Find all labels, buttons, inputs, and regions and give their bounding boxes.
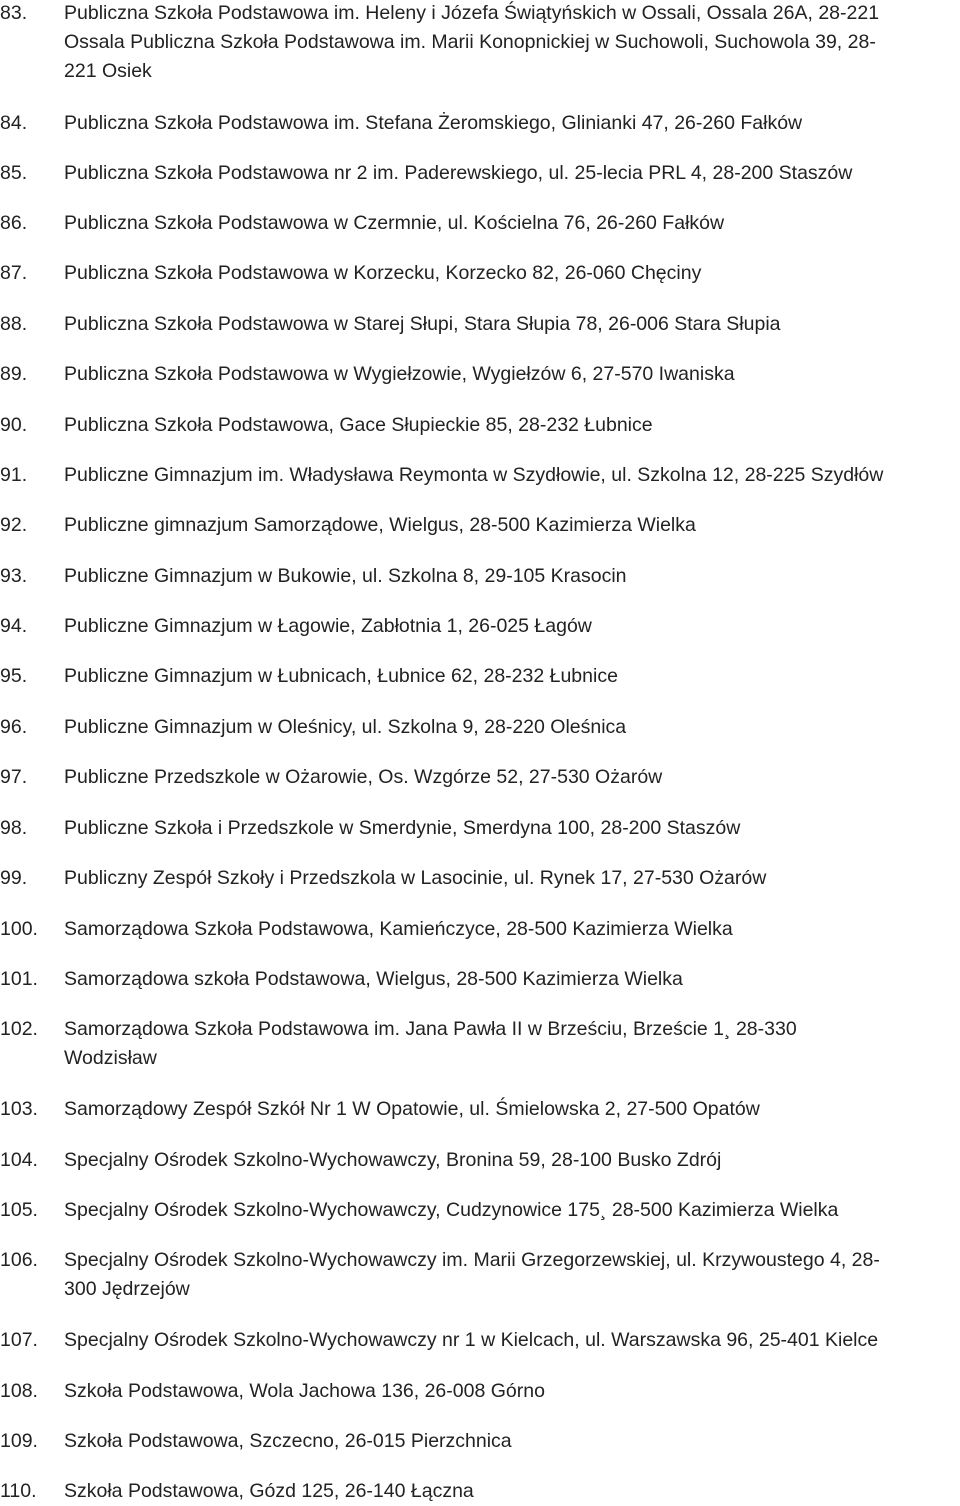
item-text [64, 1196, 959, 1225]
item-text [64, 763, 959, 792]
item-text-line: Samorządowa Szkoła Podstawowa, Kamieńczyce, 28-500 Kazimierza Wielka [64, 918, 733, 940]
item-text [64, 915, 959, 944]
item-text [64, 1427, 959, 1456]
item-text [64, 511, 959, 540]
item-number: 100. [0, 918, 38, 940]
item-text [64, 562, 959, 591]
item-number: 104. [0, 1149, 38, 1171]
item-text-line: Publiczna Szkoła Podstawowa, Gace Słupieckie 85, 28-232 Łubnice [64, 414, 653, 436]
item-text-line: Publiczne Gimnazjum w Łubnicach, Łubnice 62, 28-232 Łubnice [64, 665, 618, 687]
item-number: 97. [0, 766, 28, 788]
item-text-line: Publiczna Szkoła Podstawowa im. Stefana Żeromskiego, Glinianki 47, 26-260 Fałków [64, 112, 803, 134]
item-text-line: Publiczna Szkoła Podstawowa w Czermnie, ul. Kościelna 76, 26-260 Fałków [64, 212, 725, 234]
item-text [64, 1477, 959, 1506]
item-text-line: Publiczne gimnazjum Samorządowe, Wielgus, 28-500 Kazimierza Wielka [64, 514, 696, 536]
item-text-line: 300 Jędrzejów [64, 1278, 190, 1300]
item-number: 107. [0, 1329, 38, 1351]
item-number: 102. [0, 1018, 38, 1040]
item-text-line: Publiczne Przedszkole w Ożarowie, Os. Wzgórze 52, 27-530 Ożarów [64, 766, 663, 788]
item-text-line: Samorządowa szkoła Podstawowa, Wielgus, 28-500 Kazimierza Wielka [64, 968, 683, 990]
item-text-line: Wodzisław [64, 1047, 157, 1069]
item-text-line: Specjalny Ośrodek Szkolno-Wychowawczy im. Marii Grzegorzewskiej, ul. Krzywoustego 4, 28- [64, 1249, 880, 1271]
item-text-line: Specjalny Ośrodek Szkolno-Wychowawczy, Bronina 59, 28-100 Busko Zdrój [64, 1149, 722, 1171]
item-number: 85. [0, 162, 28, 184]
item-text-line: Publiczna Szkoła Podstawowa w Wygiełzowie, Wygiełzów 6, 27-570 Iwaniska [64, 363, 735, 385]
item-number: 95. [0, 665, 28, 687]
item-number: 103. [0, 1098, 38, 1120]
item-text [64, 109, 959, 138]
item-text [64, 259, 959, 288]
item-text-line: Publiczne Szkoła i Przedszkole w Smerdynie, Smerdyna 100, 28-200 Staszów [64, 817, 741, 839]
item-text [64, 0, 959, 86]
item-text-line: Publiczne Gimnazjum w Oleśnicy, ul. Szkolna 9, 28-220 Oleśnica [64, 716, 627, 738]
item-text [64, 159, 959, 188]
item-text [64, 1146, 959, 1175]
item-number: 87. [0, 262, 28, 284]
item-text-line: Specjalny Ośrodek Szkolno-Wychowawczy, Cudzynowice 175¸ 28-500 Kazimierza Wielka [64, 1199, 839, 1221]
item-text-line: 221 Osiek [64, 60, 152, 82]
item-text-line: Publiczna Szkoła Podstawowa w Starej Słupi, Stara Słupia 78, 26-006 Stara Słupia [64, 313, 781, 335]
item-number: 105. [0, 1199, 38, 1221]
item-text [64, 1326, 959, 1355]
item-number: 98. [0, 817, 28, 839]
item-text-line: Ossala Publiczna Szkoła Podstawowa im. Marii Konopnickiej w Suchowoli, Suchowola 39, 28- [64, 31, 876, 53]
item-text [64, 360, 959, 389]
item-text [64, 612, 959, 641]
item-text-line: Publiczna Szkoła Podstawowa w Korzecku, Korzecko 82, 26-060 Chęciny [64, 262, 702, 284]
item-number: 90. [0, 414, 28, 436]
item-text-line: Publiczna Szkoła Podstawowa nr 2 im. Paderewskiego, ul. 25-lecia PRL 4, 28-200 Staszów [64, 162, 853, 184]
item-text [64, 209, 959, 238]
item-text [64, 1095, 959, 1124]
item-text-line: Publiczne Gimnazjum im. Władysława Reymonta w Szydłowie, ul. Szkolna 12, 28-225 Szydłów [64, 464, 884, 486]
item-number: 89. [0, 363, 28, 385]
item-text [64, 1377, 959, 1406]
item-text-line: Szkoła Podstawowa, Szczecno, 26-015 Pierzchnica [64, 1430, 512, 1452]
item-text-line: Publiczne Gimnazjum w Łagowie, Zabłotnia 1, 26-025 Łagów [64, 615, 592, 637]
item-number: 101. [0, 968, 38, 990]
item-number: 96. [0, 716, 28, 738]
item-number: 106. [0, 1249, 38, 1271]
item-number: 94. [0, 615, 28, 637]
item-text [64, 1246, 959, 1304]
item-number: 99. [0, 867, 28, 889]
item-text-line: Publiczna Szkoła Podstawowa im. Heleny i Józefa Świątyńskich w Ossali, Ossala 26A, 28-221 [64, 2, 880, 24]
item-text-line: Samorządowy Zespół Szkół Nr 1 W Opatowie, ul. Śmielowska 2, 27-500 Opatów [64, 1098, 760, 1120]
item-text-line: Samorządowa Szkoła Podstawowa im. Jana Pawła II w Brześciu, Brzeście 1¸ 28-330 [64, 1018, 797, 1040]
item-number: 86. [0, 212, 28, 234]
item-text [64, 713, 959, 742]
item-number: 108. [0, 1380, 38, 1402]
item-number: 88. [0, 313, 28, 335]
item-text-line: Publiczne Gimnazjum w Bukowie, ul. Szkolna 8, 29-105 Krasocin [64, 565, 627, 587]
item-number: 83. [0, 2, 28, 24]
item-text [64, 310, 959, 339]
item-text [64, 662, 959, 691]
item-number: 91. [0, 464, 28, 486]
item-text [64, 814, 959, 843]
item-text-line: Szkoła Podstawowa, Wola Jachowa 136, 26-008 Górno [64, 1380, 545, 1402]
item-text [64, 1015, 959, 1073]
item-text-line: Publiczny Zespół Szkoły i Przedszkola w Lasocinie, ul. Rynek 17, 27-530 Ożarów [64, 867, 767, 889]
item-number: 93. [0, 565, 28, 587]
item-text-line: Specjalny Ośrodek Szkolno-Wychowawczy nr 1 w Kielcach, ul. Warszawska 96, 25-401 Kielce [64, 1329, 879, 1351]
item-text-line: Szkoła Podstawowa, Gózd 125, 26-140 Łączna [64, 1480, 474, 1502]
item-number: 84. [0, 112, 28, 134]
item-number: 110. [0, 1480, 37, 1502]
item-number: 109. [0, 1430, 38, 1452]
item-text [64, 461, 959, 490]
item-text [64, 965, 959, 994]
item-text [64, 864, 959, 893]
item-number: 92. [0, 514, 28, 536]
item-text [64, 411, 959, 440]
